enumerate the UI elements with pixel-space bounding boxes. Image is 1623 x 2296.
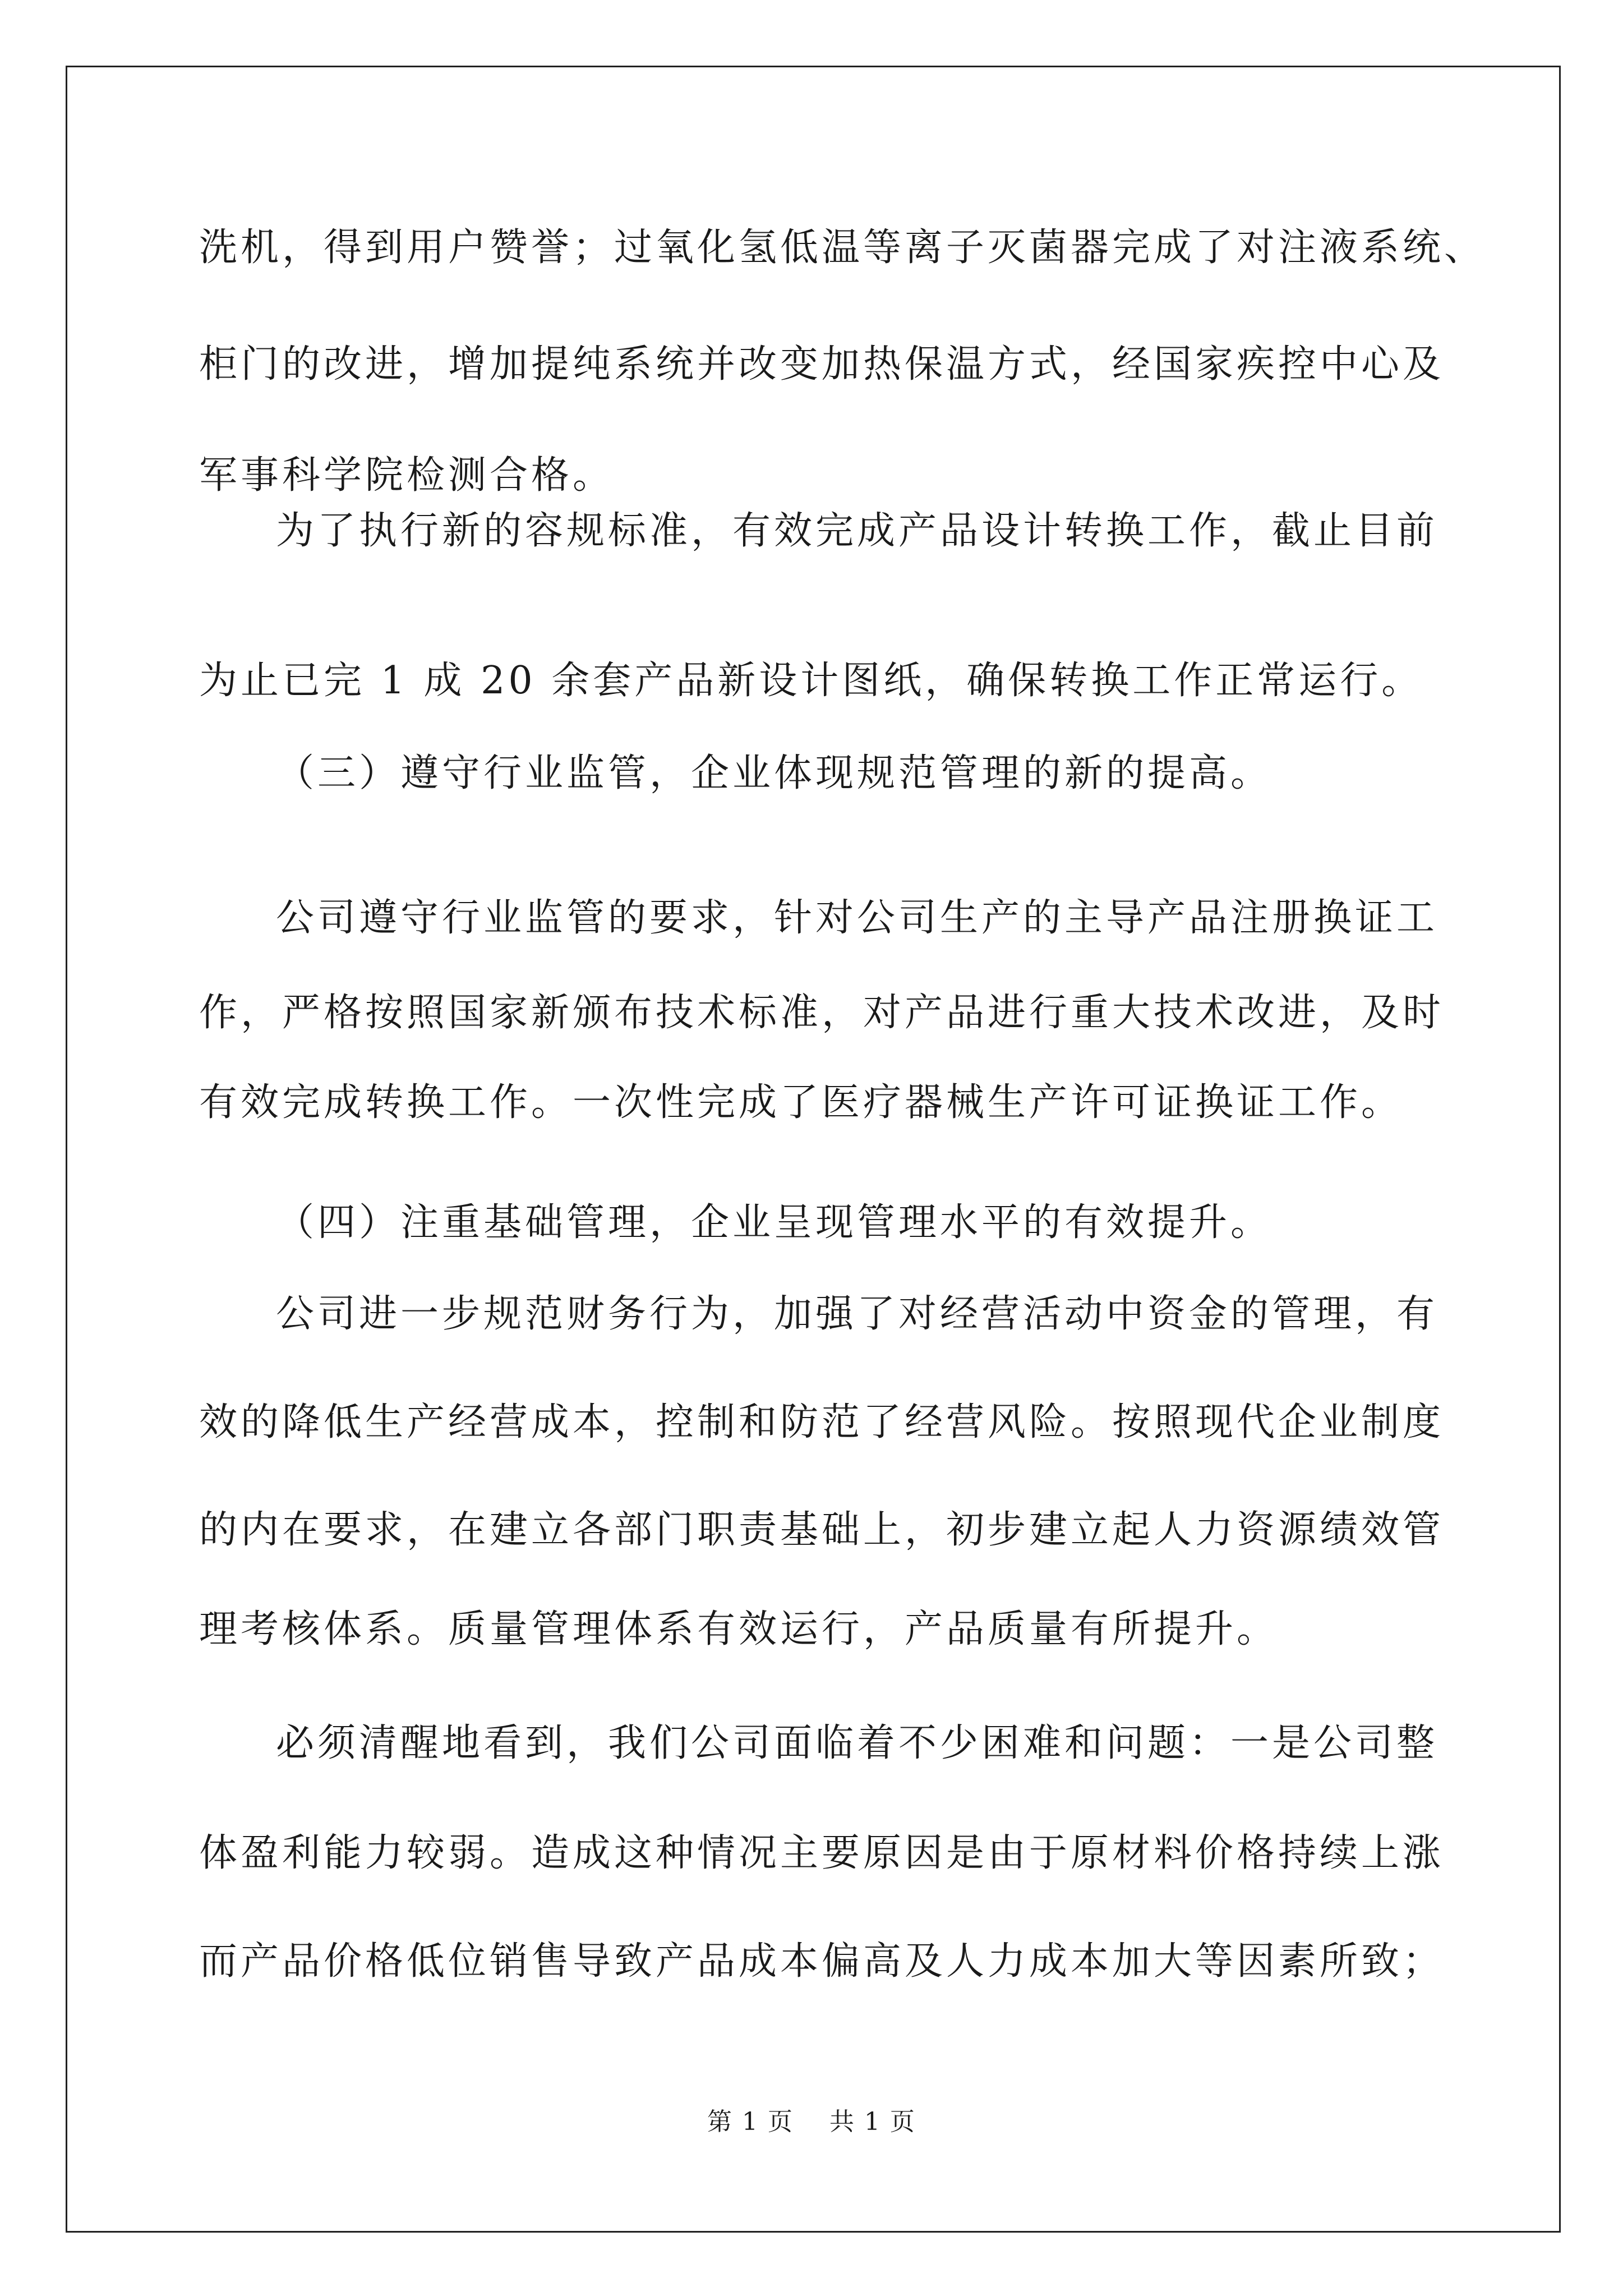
paragraph-start: 为了执行新的容规标准，有效完成产品设计转换工作，截止目前 bbox=[276, 509, 1438, 553]
text-line: 柜门的改进，增加提纯系统并改变加热保温方式，经国家疾控中心及 bbox=[199, 342, 1445, 386]
paragraph-start: 公司遵守行业监管的要求，针对公司生产的主导产品注册换证工 bbox=[276, 896, 1438, 940]
section-heading-3: （三）遵守行业监管，企业体现规范管理的新的提高。 bbox=[276, 751, 1272, 795]
text-line: 作，严格按照国家新颁布技术标准，对产品进行重大技术改进，及时 bbox=[199, 991, 1445, 1035]
section-heading-4: （四）注重基础管理，企业呈现管理水平的有效提升。 bbox=[276, 1200, 1272, 1245]
text-line: 有效完成转换工作。一次性完成了医疗器械生产许可证换证工作。 bbox=[199, 1080, 1403, 1125]
page-number: 第 1 页 共 1 页 bbox=[707, 2108, 916, 2136]
text-line: 理考核体系。质量管理体系有效运行，产品质量有所提升。 bbox=[199, 1607, 1279, 1651]
paragraph-start: 公司进一步规范财务行为，加强了对经营活动中资金的管理，有 bbox=[276, 1292, 1438, 1336]
text-line: 军事科学院检测合格。 bbox=[199, 453, 615, 498]
text-line: 为止已完 1 成 20 余套产品新设计图纸，确保转换工作正常运行。 bbox=[199, 659, 1423, 703]
text-line: 而产品价格低位销售导致产品成本偏高及人力成本加大等因素所致； bbox=[199, 1939, 1445, 1984]
text-line: 的内在要求，在建立各部门职责基础上，初步建立起人力资源绩效管 bbox=[199, 1508, 1445, 1552]
page-border bbox=[66, 66, 1561, 2233]
paragraph-start: 必须清醒地看到，我们公司面临着不少困难和问题：一是公司整 bbox=[276, 1721, 1438, 1765]
text-line: 效的降低生产经营成本，控制和防范了经营风险。按照现代企业制度 bbox=[199, 1400, 1445, 1444]
text-line: 洗机，得到用户赞誉；过氧化氢低温等离子灭菌器完成了对注液系统、 bbox=[199, 226, 1486, 270]
text-line: 体盈利能力较弱。造成这种情况主要原因是由于原材料价格持续上涨 bbox=[199, 1831, 1445, 1875]
